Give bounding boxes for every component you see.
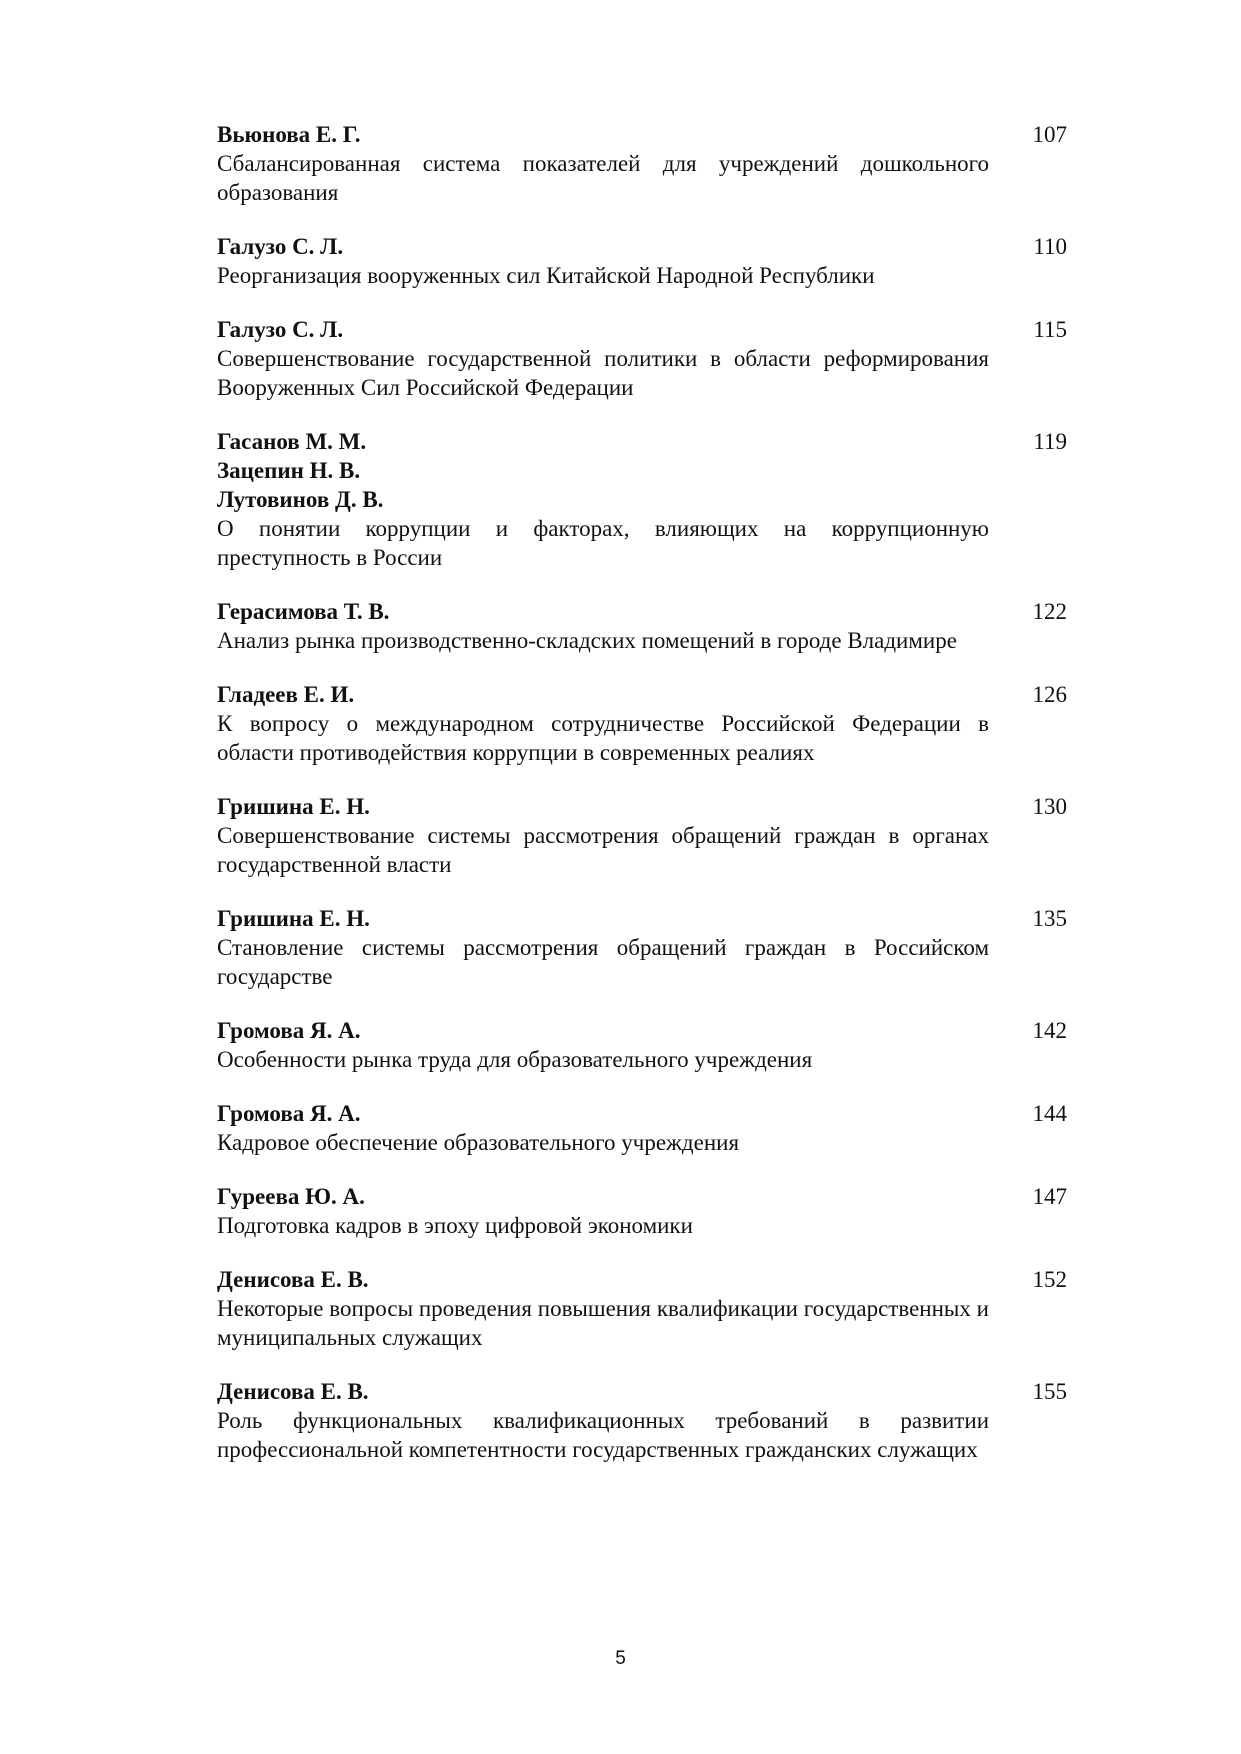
toc-title: Совершенствование системы рассмотрения обращений граждан в органах государственной власти	[217, 823, 989, 877]
toc-entry	[217, 120, 1067, 207]
toc-entry-body	[217, 1099, 989, 1157]
toc-page-number: 135	[1032, 906, 1067, 931]
toc-page-number: 115	[1033, 317, 1067, 342]
toc-entry-body	[217, 315, 989, 402]
toc-entry	[217, 1099, 1067, 1157]
toc-title: Кадровое обеспечение образовательного учреждения	[217, 1130, 740, 1155]
table-of-contents	[217, 120, 1067, 1464]
toc-author: Громова Я. А.	[217, 1018, 361, 1043]
toc-title: Становление системы рассмотрения обращений граждан в Российском государстве	[217, 935, 989, 989]
toc-title: Совершенствование государственной политики в области реформирования Вооруженных Сил Российской Федерации	[217, 346, 989, 400]
toc-title: Подготовка кадров в эпоху цифровой экономики	[217, 1213, 693, 1238]
toc-page-number: 122	[1032, 599, 1067, 624]
toc-entry-body	[217, 427, 989, 572]
toc-title: Особенности рынка труда для образовательного учреждения	[217, 1047, 813, 1072]
toc-page-number: 110	[1033, 234, 1067, 259]
toc-entry-body	[217, 792, 989, 879]
toc-page-number: 147	[1032, 1184, 1067, 1209]
toc-entry-body	[217, 904, 989, 991]
toc-entry	[217, 1265, 1067, 1352]
toc-title: О понятии коррупции и факторах, влияющих на коррупционную преступность в России	[217, 516, 989, 570]
toc-entry	[217, 1016, 1067, 1074]
toc-entry	[217, 232, 1067, 290]
toc-author: Вьюнова Е. Г.	[217, 122, 361, 147]
toc-page-number: 144	[1032, 1101, 1067, 1126]
toc-author: Зацепин Н. В.	[217, 458, 361, 483]
toc-page-number: 119	[1033, 429, 1067, 454]
toc-author: Гладеев Е. И.	[217, 682, 355, 707]
toc-entry	[217, 1377, 1067, 1464]
toc-author: Громова Я. А.	[217, 1101, 361, 1126]
toc-author: Гуреева Ю. А.	[217, 1184, 365, 1209]
page-number-footer: 5	[615, 1648, 626, 1669]
toc-entry-body	[217, 1016, 989, 1074]
toc-page-number: 142	[1032, 1018, 1067, 1043]
toc-entry-body	[217, 120, 989, 207]
toc-author: Лутовинов Д. В.	[217, 487, 384, 512]
toc-page-number: 152	[1032, 1267, 1067, 1292]
toc-author: Денисова Е. В.	[217, 1267, 369, 1292]
toc-author: Денисова Е. В.	[217, 1379, 369, 1404]
toc-entry-body	[217, 232, 989, 290]
toc-entry	[217, 680, 1067, 767]
toc-entry-body	[217, 597, 989, 655]
toc-author: Гасанов М. М.	[217, 429, 367, 454]
toc-author: Галузо С. Л.	[217, 317, 344, 342]
toc-title: Анализ рынка производственно-складских помещений в городе Владимире	[217, 628, 957, 653]
toc-author: Гришина Е. Н.	[217, 906, 370, 931]
toc-page-number: 126	[1032, 682, 1067, 707]
toc-entry	[217, 1182, 1067, 1240]
toc-entry	[217, 904, 1067, 991]
toc-page-number: 130	[1032, 794, 1067, 819]
toc-title: Некоторые вопросы проведения повышения квалификации государственных и муниципальных служащих	[217, 1296, 989, 1350]
toc-title: Сбалансированная система показателей для учреждений дошкольного образования	[217, 151, 989, 205]
toc-entry-body	[217, 680, 989, 767]
toc-entry	[217, 427, 1067, 572]
toc-page-number: 155	[1032, 1379, 1067, 1404]
toc-title: Роль функциональных квалификационных требований в развитии профессиональной компетентности государственных гражданских служащих	[217, 1408, 989, 1462]
toc-author: Герасимова Т. В.	[217, 599, 390, 624]
toc-entry	[217, 315, 1067, 402]
toc-author: Гришина Е. Н.	[217, 794, 370, 819]
toc-page-number: 107	[1032, 122, 1067, 147]
toc-author: Галузо С. Л.	[217, 234, 344, 259]
toc-entry	[217, 597, 1067, 655]
toc-title: Реорганизация вооруженных сил Китайской Народной Республики	[217, 263, 875, 288]
toc-title: К вопросу о международном сотрудничестве Российской Федерации в области противодействия коррупции в современных реалиях	[217, 711, 989, 765]
toc-entry-body	[217, 1377, 989, 1464]
toc-entry-body	[217, 1265, 989, 1352]
toc-entry	[217, 792, 1067, 879]
toc-entry-body	[217, 1182, 989, 1240]
